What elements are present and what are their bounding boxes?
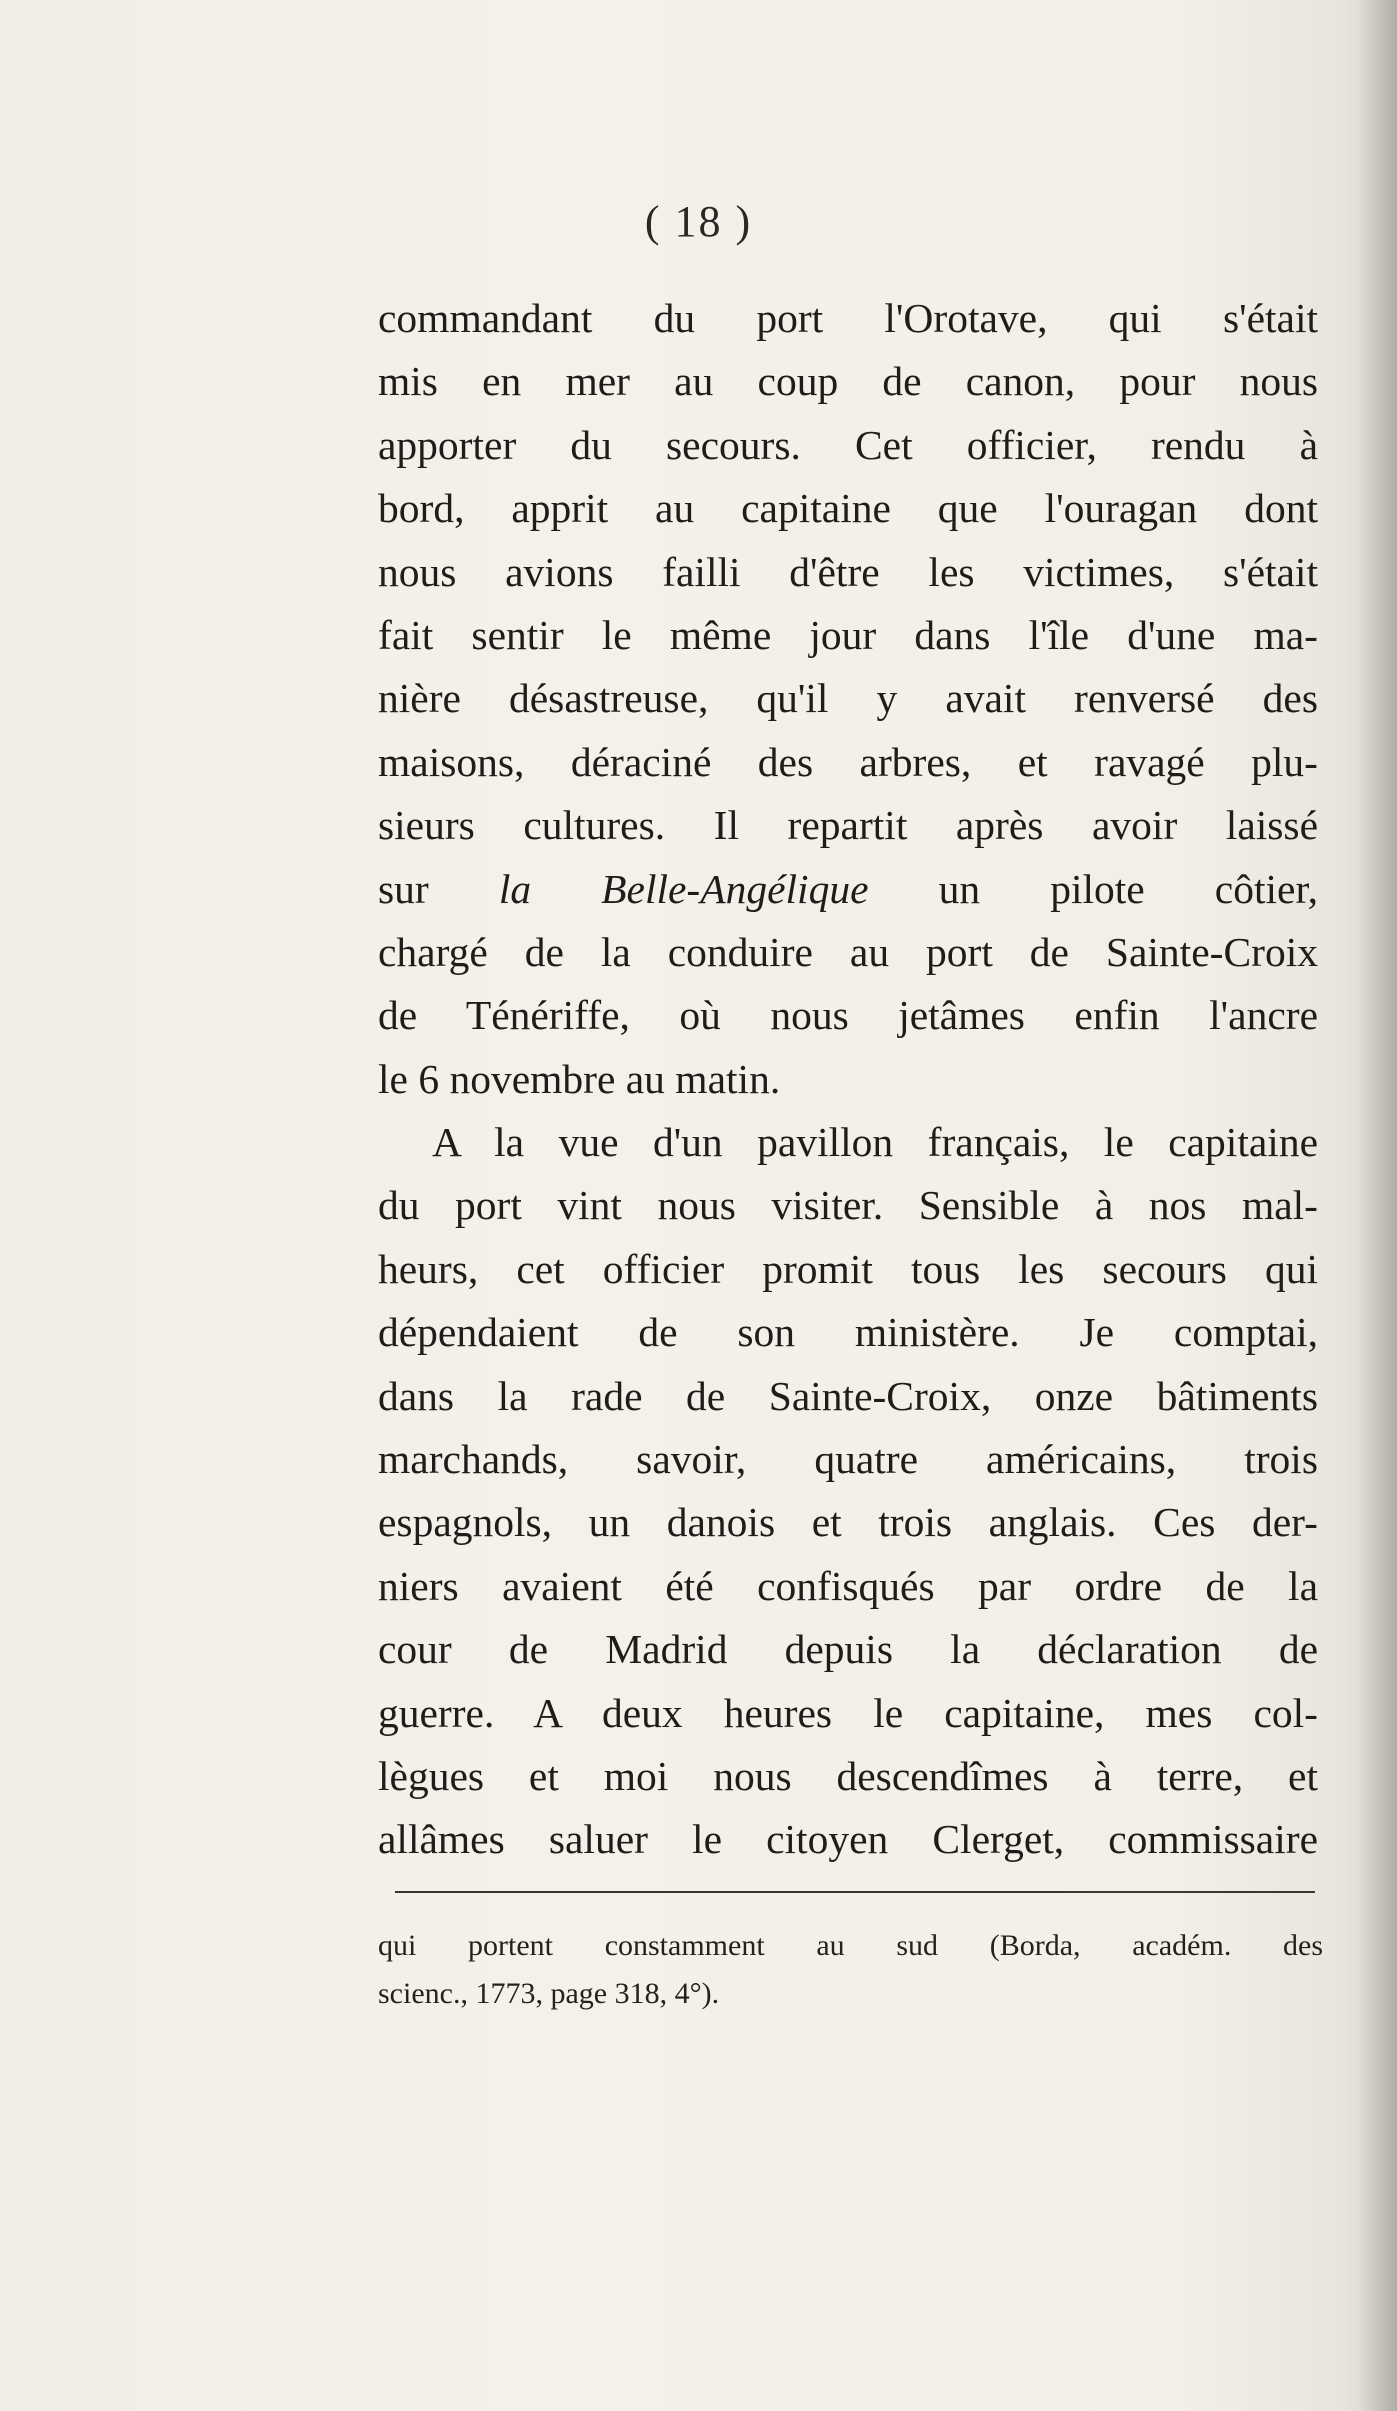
paragraph-end-line: le 6 novembre au matin. — [378, 1055, 781, 1102]
footnote-line: scienc., 1773, page 318, 4°). — [378, 1977, 720, 2010]
ship-name: la Belle-Angélique — [498, 865, 869, 912]
main-text — [378, 287, 1318, 1872]
text-line: allâmes saluer le citoyen Clerget, commissaire — [378, 1816, 1318, 1863]
text-line: guerre. A deux heures le capitaine, mes col- — [378, 1689, 1318, 1736]
text-line: du port vint nous visiter. Sensible à nos mal- — [378, 1182, 1318, 1229]
text-line: maisons, déraciné des arbres, et ravagé plu- — [378, 738, 1318, 785]
footnote-divider — [395, 1891, 1315, 1893]
text-line: mis en mer au coup de canon, pour nous — [378, 358, 1318, 405]
text-segment: sur — [378, 865, 499, 912]
text-line: nous avions failli d'être les victimes, s'était — [378, 548, 1318, 595]
page-number: ( 18 ) — [644, 197, 753, 246]
text-line: marchands, savoir, quatre américains, trois — [378, 1436, 1318, 1483]
text-line: lègues et moi nous descendîmes à terre, et — [378, 1752, 1318, 1799]
text-line: niers avaient été confisqués par ordre de la — [378, 1562, 1318, 1609]
text-line: dépendaient de son ministère. Je comptai, — [378, 1309, 1318, 1356]
text-line: apporter du secours. Cet officier, rendu à — [378, 421, 1318, 468]
text-line: dans la rade de Sainte-Croix, onze bâtiments — [378, 1372, 1318, 1419]
text-line: fait sentir le même jour dans l'île d'une ma- — [378, 611, 1318, 658]
paragraph-start-line: A la vue d'un pavillon français, le capitaine — [432, 1119, 1318, 1166]
text-line: commandant du port l'Orotave, qui s'était — [378, 295, 1318, 341]
text-line: bord, apprit au capitaine que l'ouragan dont — [378, 485, 1318, 532]
text-line: cour de Madrid depuis la déclaration de — [378, 1626, 1318, 1673]
footnote-line: qui portent constamment au sud (Borda, académ. des — [378, 1929, 1323, 1962]
text-line: espagnols, un danois et trois anglais. Ces der- — [378, 1499, 1318, 1546]
text-line: chargé de la conduire au port de Sainte-Croix — [378, 928, 1318, 975]
footnote — [378, 1922, 1323, 2018]
text-line-with-ship-name — [378, 858, 1318, 921]
text-line: de Ténériffe, où nous jetâmes enfin l'ancre — [378, 992, 1318, 1039]
page-edge-shadow — [1357, 0, 1397, 2411]
text-line: nière désastreuse, qu'il y avait renversé des — [378, 675, 1318, 722]
text-line: heurs, cet officier promit tous les secours qui — [378, 1245, 1318, 1292]
text-line: sieurs cultures. Il repartit après avoir laissé — [378, 802, 1318, 849]
text-segment: un pilote côtier, — [868, 865, 1318, 912]
